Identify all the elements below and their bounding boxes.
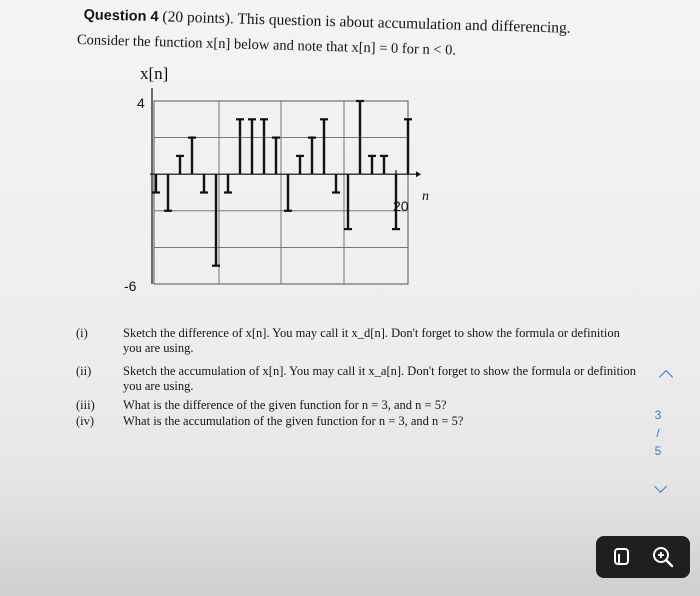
part-number: (i) [76, 326, 88, 340]
part-line: you are using. [123, 379, 194, 393]
x-tick-label: 20 [393, 198, 409, 214]
zoom-button[interactable] [648, 543, 678, 571]
question-points: (20 points). This question is about accumulation and differencing. [162, 8, 571, 37]
part-number: (iii) [76, 398, 95, 412]
part-text [123, 326, 643, 356]
part-number: (iv) [76, 414, 95, 428]
part-line: Sketch the accumulation of x[n]. You may call it x_a[n]. Don't forget to show the formula or definition [123, 364, 637, 378]
plot-stems [152, 101, 412, 266]
part-text: What is the accumulation of the given function for n = 3, and n = 5? [123, 414, 464, 428]
question-intro: Consider the function x[n] below and note that x[n] = 0 for n < 0. [76, 31, 457, 59]
question-number: Question 4 [83, 7, 159, 26]
plot-axes [150, 88, 421, 284]
part-number: (ii) [76, 364, 92, 378]
page-current: 3 [654, 408, 662, 422]
part-text [123, 364, 643, 394]
part-line: Sketch the difference of x[n]. You may call it x_d[n]. Don't forget to show the formula or definition [123, 326, 620, 340]
crop-icon [611, 546, 633, 568]
crop-button[interactable] [607, 543, 637, 571]
part-line: you are using. [123, 341, 194, 355]
page-indicator [646, 408, 670, 458]
y-max-label: 4 [137, 95, 145, 111]
x-axis-arrow [416, 171, 421, 177]
part-text: What is the difference of the given function for n = 3, and n = 5? [123, 398, 447, 412]
y-min-label: -6 [124, 278, 137, 294]
signal-label: x[n] [140, 64, 169, 83]
page-separator: / [656, 426, 660, 440]
plot-grid [154, 101, 408, 284]
zoom-in-icon [651, 545, 675, 569]
page-total: 5 [654, 444, 662, 458]
axis-var-label: n [422, 189, 429, 204]
